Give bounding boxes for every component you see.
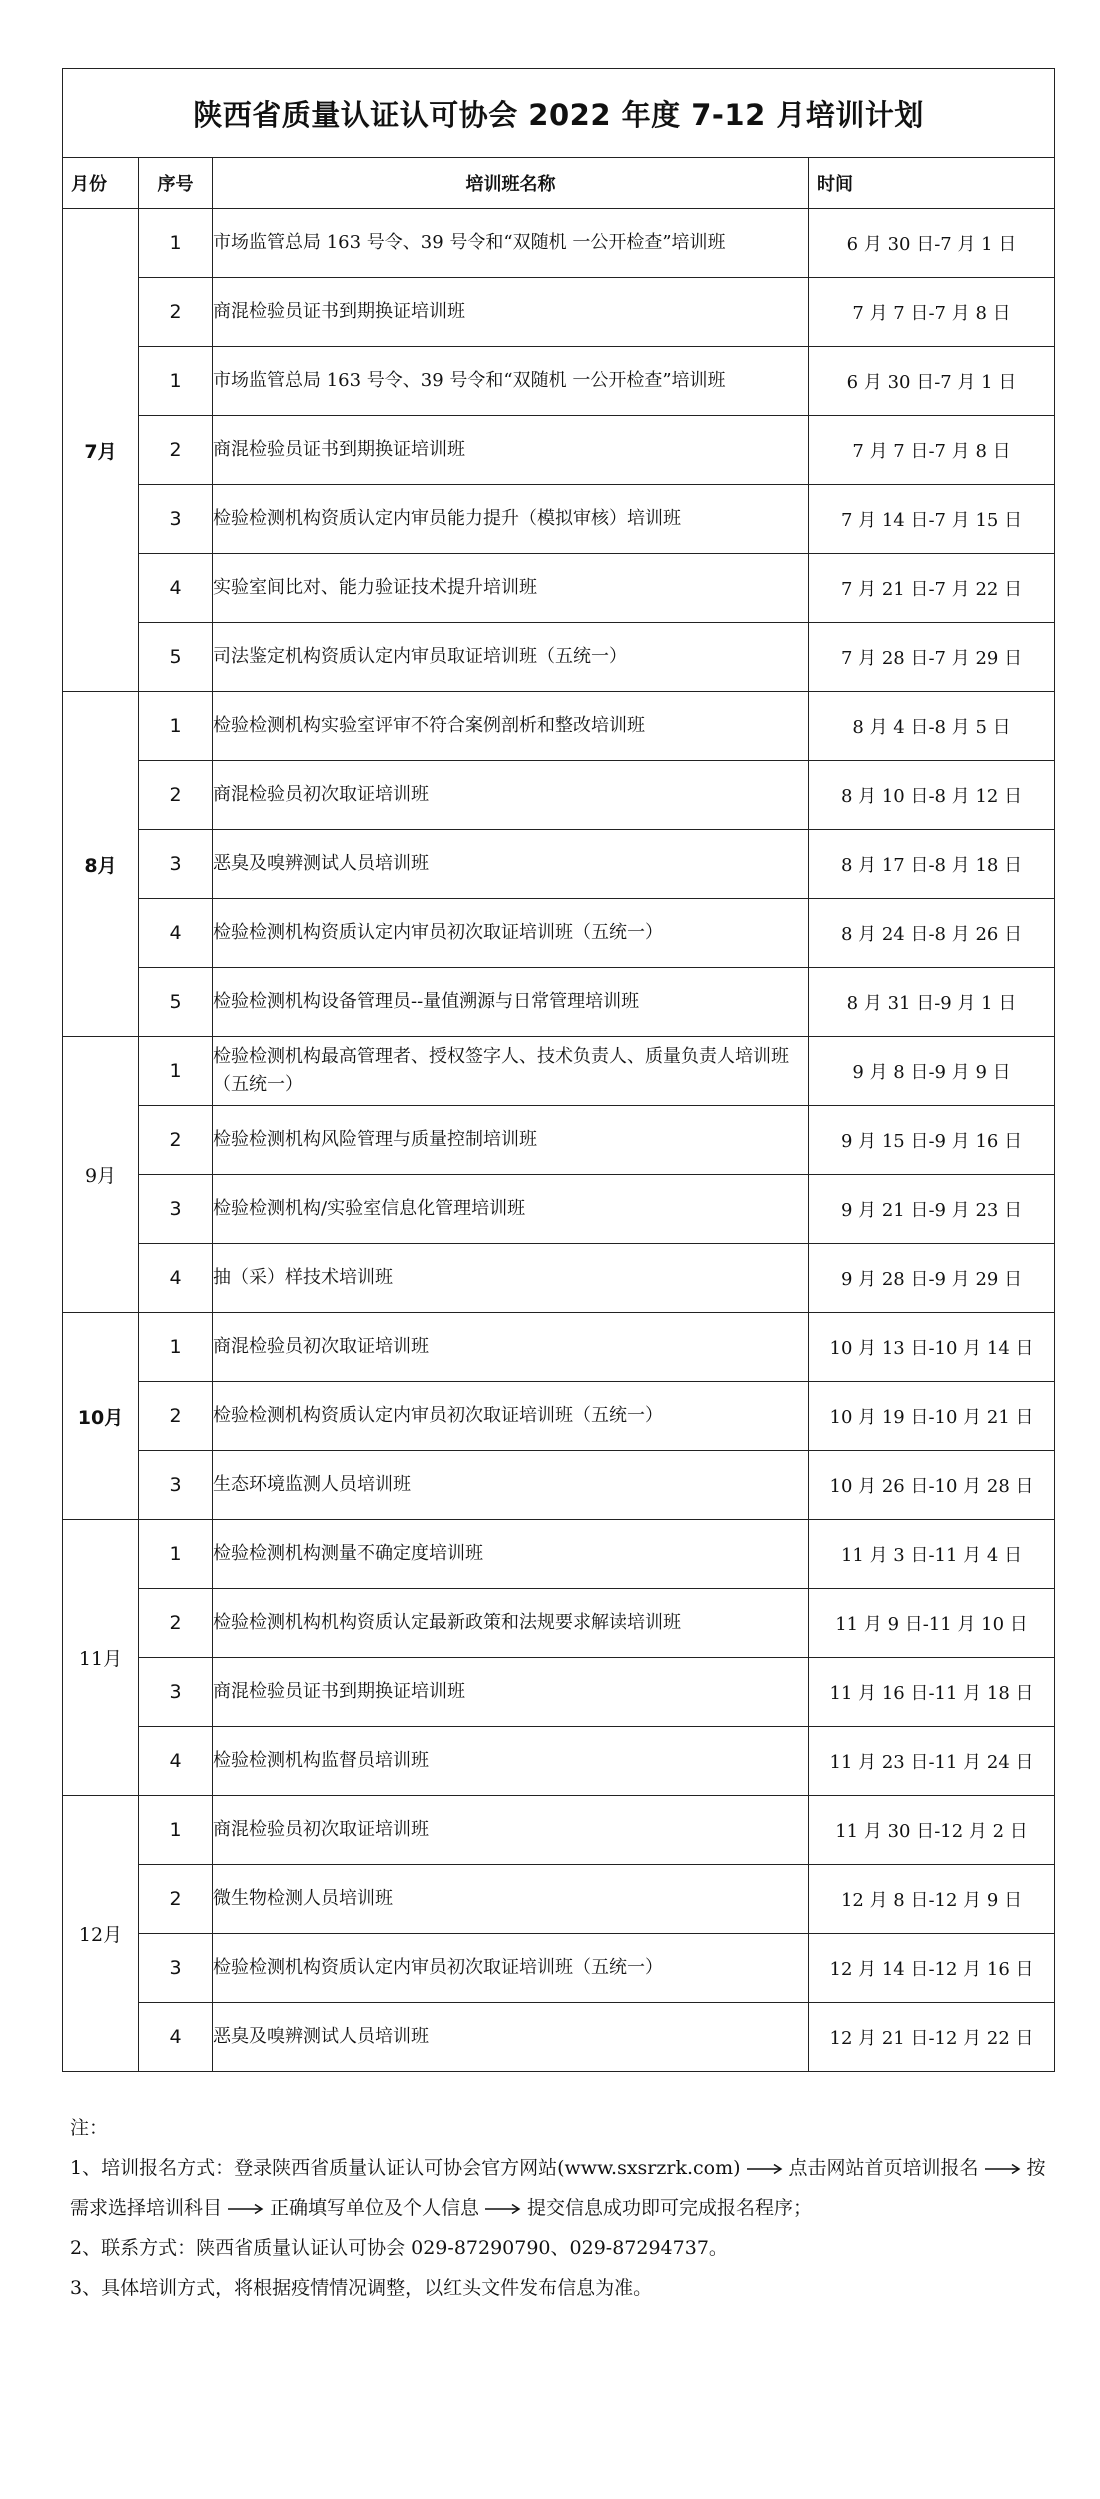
table-row: [63, 899, 1055, 968]
course-name-cell: 生态环境监测人员培训班: [213, 1451, 809, 1520]
seq-cell: 2: [139, 416, 213, 485]
course-name-cell: 检验检测机构设备管理员--量值溯源与日常管理培训班: [213, 968, 809, 1037]
arrow-right-icon: [985, 2163, 1021, 2175]
table-row: [63, 761, 1055, 830]
seq-cell: 1: [139, 692, 213, 761]
seq-cell: 2: [139, 1106, 213, 1175]
course-name-cell: 检验检测机构资质认定内审员初次取证培训班（五统一）: [213, 899, 809, 968]
time-cell: 10 月 26 日-10 月 28 日: [809, 1451, 1055, 1520]
table-row: [63, 1244, 1055, 1313]
table-row: [63, 554, 1055, 623]
month-cell: 9月: [63, 1037, 139, 1313]
table-row: [63, 1865, 1055, 1934]
course-name-cell: 商混检验员初次取证培训班: [213, 1796, 809, 1865]
course-name-cell: 检验检测机构实验室评审不符合案例剖析和整改培训班: [213, 692, 809, 761]
seq-cell: 4: [139, 1727, 213, 1796]
time-cell: 7 月 7 日-7 月 8 日: [809, 278, 1055, 347]
table-row: [63, 278, 1055, 347]
note-item-2: 2、联系方式：陕西省质量认证认可协会 029-87290790、029-87294737。: [70, 2237, 728, 2259]
course-name-cell: 商混检验员初次取证培训班: [213, 1313, 809, 1382]
time-cell: 9 月 21 日-9 月 23 日: [809, 1175, 1055, 1244]
course-name-cell: 实验室间比对、能力验证技术提升培训班: [213, 554, 809, 623]
time-cell: 8 月 10 日-8 月 12 日: [809, 761, 1055, 830]
time-cell: 11 月 30 日-12 月 2 日: [809, 1796, 1055, 1865]
time-cell: 7 月 21 日-7 月 22 日: [809, 554, 1055, 623]
time-cell: 6 月 30 日-7 月 1 日: [809, 209, 1055, 278]
table-row: [63, 1520, 1055, 1589]
time-cell: 11 月 16 日-11 月 18 日: [809, 1658, 1055, 1727]
arrow-right-icon: [228, 2203, 264, 2215]
table-row: [63, 1037, 1055, 1106]
seq-cell: 3: [139, 1934, 213, 2003]
seq-cell: 1: [139, 1037, 213, 1106]
seq-cell: 4: [139, 1244, 213, 1313]
course-name-cell: 检验检测机构最高管理者、授权签字人、技术负责人、质量负责人培训班（五统一）: [213, 1037, 809, 1106]
table-row: [63, 1589, 1055, 1658]
note-1-step-3: 正确填写单位及个人信息: [270, 2197, 480, 2219]
table-header-row: [63, 158, 1055, 209]
time-cell: 9 月 28 日-9 月 29 日: [809, 1244, 1055, 1313]
month-cell: 8月: [63, 692, 139, 1037]
note-1-prefix: 1、培训报名方式：登录陕西省质量认证认可协会官方网站(www.sxsrzrk.com): [70, 2157, 741, 2179]
seq-cell: 3: [139, 1175, 213, 1244]
course-name-cell: 检验检测机构风险管理与质量控制培训班: [213, 1106, 809, 1175]
course-name-cell: 检验检测机构资质认定内审员能力提升（模拟审核）培训班: [213, 485, 809, 554]
time-cell: 8 月 17 日-8 月 18 日: [809, 830, 1055, 899]
table-row: [63, 416, 1055, 485]
seq-cell: 1: [139, 1796, 213, 1865]
course-name-cell: 抽（采）样技术培训班: [213, 1244, 809, 1313]
course-name-cell: 商混检验员初次取证培训班: [213, 761, 809, 830]
table-row: [63, 1658, 1055, 1727]
seq-cell: 3: [139, 830, 213, 899]
seq-cell: 5: [139, 968, 213, 1037]
course-name-cell: 商混检验员证书到期换证培训班: [213, 416, 809, 485]
table-row: [63, 209, 1055, 278]
table-row: [63, 1106, 1055, 1175]
seq-cell: 1: [139, 1520, 213, 1589]
time-cell: 7 月 14 日-7 月 15 日: [809, 485, 1055, 554]
time-cell: 9 月 8 日-9 月 9 日: [809, 1037, 1055, 1106]
seq-cell: 4: [139, 2003, 213, 2072]
seq-cell: 1: [139, 347, 213, 416]
notes-heading: 注：: [70, 2117, 109, 2139]
seq-cell: 1: [139, 209, 213, 278]
table-row: [63, 347, 1055, 416]
time-cell: 10 月 19 日-10 月 21 日: [809, 1382, 1055, 1451]
table-row: [63, 623, 1055, 692]
time-cell: 8 月 24 日-8 月 26 日: [809, 899, 1055, 968]
table-row: [63, 1313, 1055, 1382]
time-cell: 7 月 7 日-7 月 8 日: [809, 416, 1055, 485]
seq-cell: 2: [139, 278, 213, 347]
seq-cell: 1: [139, 1313, 213, 1382]
table-row: [63, 2003, 1055, 2072]
course-name-cell: 市场监管总局 163 号令、39 号令和“双随机 一公开检查”培训班: [213, 209, 809, 278]
time-cell: 7 月 28 日-7 月 29 日: [809, 623, 1055, 692]
header-time: 时间: [809, 158, 1055, 209]
time-cell: 8 月 4 日-8 月 5 日: [809, 692, 1055, 761]
month-cell: 11月: [63, 1520, 139, 1796]
table-row: [63, 830, 1055, 899]
table-row: [63, 1451, 1055, 1520]
table-row: [63, 1175, 1055, 1244]
course-name-cell: 商混检验员证书到期换证培训班: [213, 1658, 809, 1727]
course-name-cell: 微生物检测人员培训班: [213, 1865, 809, 1934]
course-name-cell: 检验检测机构资质认定内审员初次取证培训班（五统一）: [213, 1934, 809, 2003]
notes-section: [70, 2108, 1050, 2308]
course-name-cell: 恶臭及嗅辨测试人员培训班: [213, 2003, 809, 2072]
course-name-cell: 检验检测机构资质认定内审员初次取证培训班（五统一）: [213, 1382, 809, 1451]
table-row: [63, 485, 1055, 554]
header-seq: 序号: [139, 158, 213, 209]
seq-cell: 4: [139, 899, 213, 968]
course-name-cell: 检验检测机构监督员培训班: [213, 1727, 809, 1796]
table-row: [63, 1796, 1055, 1865]
table-row: [63, 1934, 1055, 2003]
header-month: 月份: [63, 158, 139, 209]
page-title: 陕西省质量认证认可协会 2022 年度 7-12 月培训计划: [63, 69, 1055, 158]
time-cell: 9 月 15 日-9 月 16 日: [809, 1106, 1055, 1175]
seq-cell: 3: [139, 1658, 213, 1727]
course-name-cell: 司法鉴定机构资质认定内审员取证培训班（五统一）: [213, 623, 809, 692]
seq-cell: 3: [139, 1451, 213, 1520]
course-name-cell: 检验检测机构测量不确定度培训班: [213, 1520, 809, 1589]
time-cell: 10 月 13 日-10 月 14 日: [809, 1313, 1055, 1382]
course-name-cell: 检验检测机构机构资质认定最新政策和法规要求解读培训班: [213, 1589, 809, 1658]
seq-cell: 2: [139, 761, 213, 830]
note-item-3: 3、具体培训方式，将根据疫情情况调整，以红头文件发布信息为准。: [70, 2277, 653, 2299]
time-cell: 11 月 9 日-11 月 10 日: [809, 1589, 1055, 1658]
month-cell: 12月: [63, 1796, 139, 2072]
header-name: 培训班名称: [213, 158, 809, 209]
seq-cell: 2: [139, 1589, 213, 1658]
table-row: [63, 1382, 1055, 1451]
course-name-cell: 恶臭及嗅辨测试人员培训班: [213, 830, 809, 899]
course-name-cell: 市场监管总局 163 号令、39 号令和“双随机 一公开检查”培训班: [213, 347, 809, 416]
course-name-cell: 商混检验员证书到期换证培训班: [213, 278, 809, 347]
training-plan-table: [62, 68, 1055, 2072]
note-1-step-4: 提交信息成功即可完成报名程序；: [527, 2197, 813, 2219]
time-cell: 11 月 3 日-11 月 4 日: [809, 1520, 1055, 1589]
note-item-1: [70, 2148, 1050, 2228]
seq-cell: 3: [139, 485, 213, 554]
time-cell: 6 月 30 日-7 月 1 日: [809, 347, 1055, 416]
arrow-right-icon: [485, 2203, 521, 2215]
arrow-right-icon: [747, 2163, 783, 2175]
table-body: [63, 209, 1055, 2072]
seq-cell: 5: [139, 623, 213, 692]
month-cell: 10月: [63, 1313, 139, 1520]
time-cell: 12 月 14 日-12 月 16 日: [809, 1934, 1055, 2003]
month-cell: 7月: [63, 209, 139, 692]
course-name-cell: 检验检测机构/实验室信息化管理培训班: [213, 1175, 809, 1244]
seq-cell: 4: [139, 554, 213, 623]
note-1-step-2: 按需求选择培训科目: [70, 2157, 1046, 2219]
time-cell: 12 月 8 日-12 月 9 日: [809, 1865, 1055, 1934]
time-cell: 11 月 23 日-11 月 24 日: [809, 1727, 1055, 1796]
table-row: [63, 692, 1055, 761]
training-plan-document: [62, 68, 1054, 2072]
time-cell: 12 月 21 日-12 月 22 日: [809, 2003, 1055, 2072]
note-1-step-1: 点击网站首页培训报名: [788, 2157, 979, 2179]
time-cell: 8 月 31 日-9 月 1 日: [809, 968, 1055, 1037]
table-row: [63, 968, 1055, 1037]
seq-cell: 2: [139, 1382, 213, 1451]
seq-cell: 2: [139, 1865, 213, 1934]
table-row: [63, 1727, 1055, 1796]
